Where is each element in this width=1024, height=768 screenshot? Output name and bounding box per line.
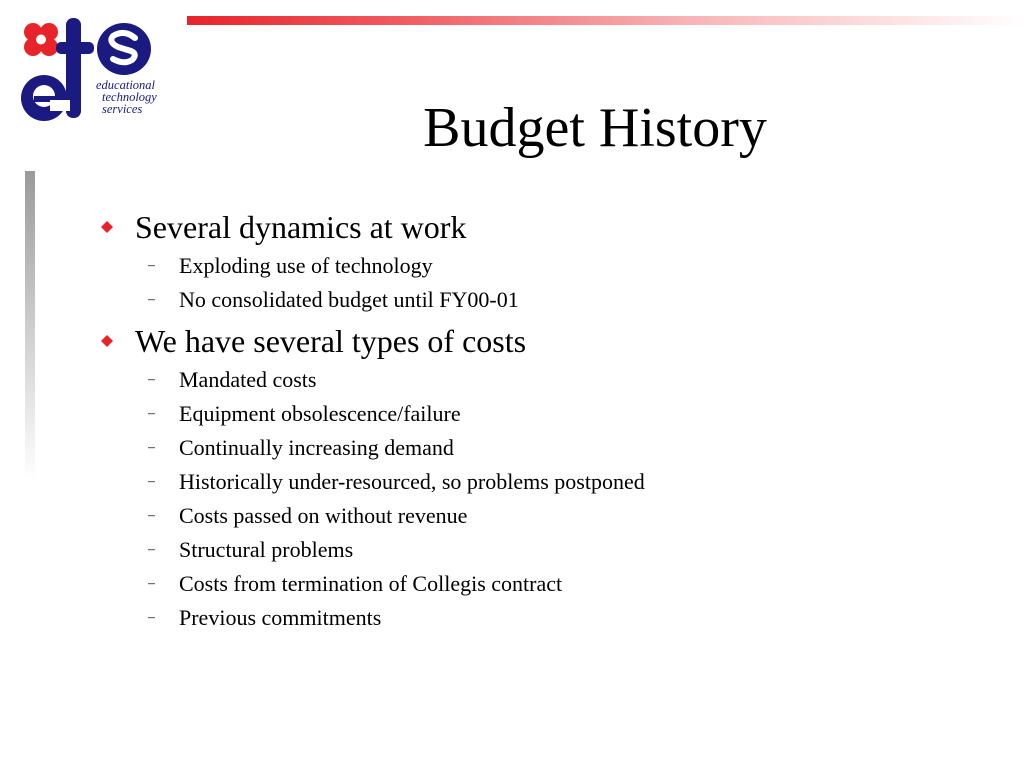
bullet-item — [98, 319, 978, 363]
dash-marker-icon: – — [148, 576, 155, 591]
sub-bullet-text: Previous commitments — [179, 605, 382, 630]
sub-bullet-item — [98, 249, 978, 283]
sub-bullet-text: Exploding use of technology — [179, 253, 433, 278]
sub-bullet-list — [98, 249, 978, 317]
accent-bar-top — [187, 16, 1024, 25]
dash-marker-icon: – — [148, 372, 155, 387]
sub-bullet-item — [98, 283, 978, 317]
dash-marker-icon: – — [148, 542, 155, 557]
sub-bullet-item — [98, 601, 978, 635]
bullet-item — [98, 205, 978, 249]
sub-bullet-item — [98, 533, 978, 567]
sub-bullet-text: No consolidated budget until FY00-01 — [179, 287, 519, 312]
dash-marker-icon: – — [148, 508, 155, 523]
dash-marker-icon: – — [148, 292, 155, 307]
sub-bullet-text: Structural problems — [179, 537, 354, 562]
logo-line-1: educational — [96, 78, 156, 92]
sub-bullet-item — [98, 363, 978, 397]
logo-letter-e — [21, 75, 70, 121]
diamond-bullet-icon — [101, 221, 113, 233]
logo-flower-mark — [24, 23, 58, 56]
dash-marker-icon: – — [148, 474, 155, 489]
sub-bullet-item — [98, 567, 978, 601]
sub-bullet-text: Historically under-resourced, so problems postponed — [179, 469, 645, 494]
sub-bullet-item — [98, 499, 978, 533]
diamond-bullet-icon — [101, 335, 113, 347]
sub-bullet-text: Equipment obsolescence/failure — [179, 401, 461, 426]
ets-logo — [14, 14, 174, 132]
dash-marker-icon: – — [148, 258, 155, 273]
sub-bullet-text: Costs from termination of Collegis contract — [179, 571, 563, 596]
accent-bar-side — [25, 171, 35, 481]
logo-line-2: technology — [102, 90, 157, 104]
sub-bullet-text: Mandated costs — [179, 367, 317, 392]
sub-bullet-text: Continually increasing demand — [179, 435, 454, 460]
dash-marker-icon: – — [148, 440, 155, 455]
dash-marker-icon: – — [148, 610, 155, 625]
sub-bullet-item — [98, 397, 978, 431]
dash-marker-icon: – — [148, 406, 155, 421]
sub-bullet-item — [98, 465, 978, 499]
ets-logo-graphic — [14, 14, 174, 132]
sub-bullet-list — [98, 363, 978, 635]
bullet-list — [98, 205, 978, 637]
bullet-text: Several dynamics at work — [135, 209, 467, 245]
logo-letter-s — [97, 23, 151, 75]
logo-line-3: services — [102, 102, 143, 116]
slide-title: Budget History — [423, 97, 767, 159]
sub-bullet-text: Costs passed on without revenue — [179, 503, 468, 528]
sub-bullet-item — [98, 431, 978, 465]
bullet-text: We have several types of costs — [135, 323, 527, 359]
